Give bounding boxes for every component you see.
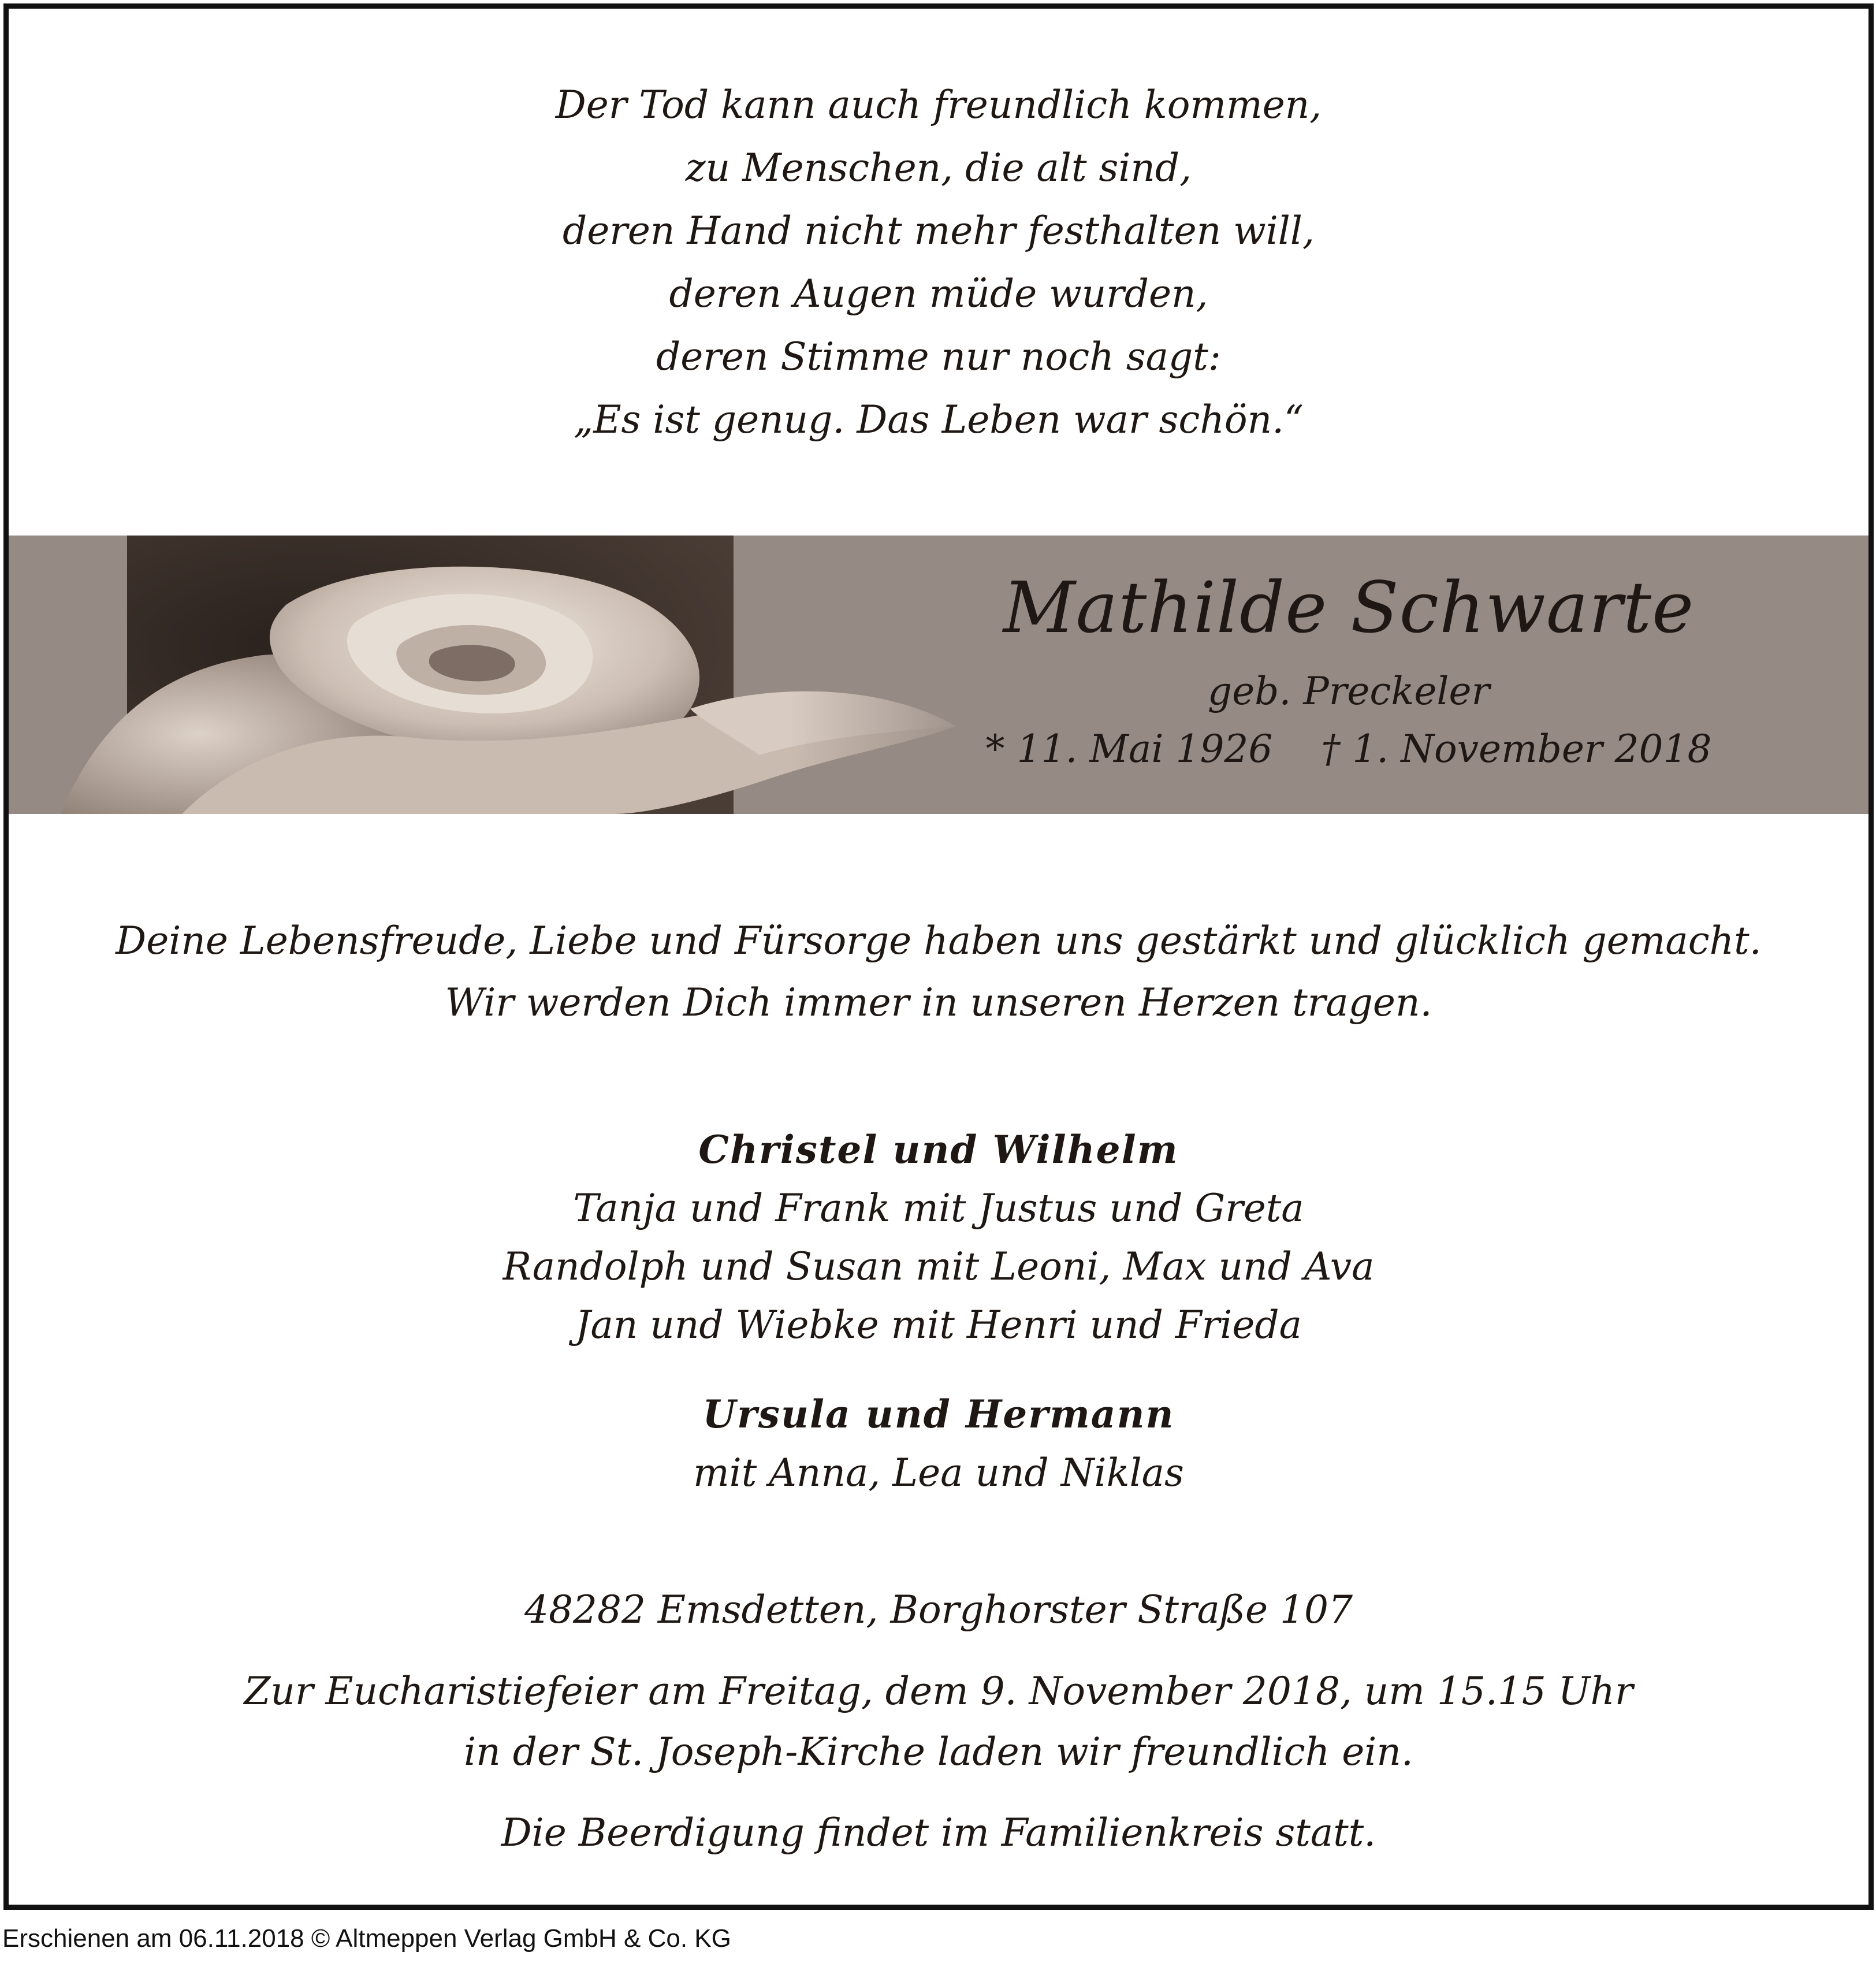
family-line: Jan und Wiebke mit Henri und Frieda [575, 1303, 1302, 1347]
family-heading: Christel und Wilhelm [698, 1127, 1179, 1172]
obituary-frame [3, 3, 1874, 1910]
family-group [9, 1385, 1868, 1502]
name-banner [9, 536, 1868, 814]
poem-line: deren Hand nicht mehr festhalten will, [562, 209, 1315, 253]
rose-image [9, 536, 985, 814]
publication-footer: Erschienen am 06.11.2018 © Altmeppen Verlag GmbH & Co. KG [2, 1924, 731, 1953]
poem-line: deren Stimme nur noch sagt: [656, 334, 1221, 379]
tribute-line: Wir werden Dich immer in unseren Herzen tragen. [445, 980, 1432, 1025]
deceased-name: Mathilde Schwarte [1003, 567, 1695, 649]
service-info [9, 1661, 1868, 1782]
poem [9, 73, 1868, 451]
tribute-line: Deine Lebensfreude, Liebe und Fürsorge haben uns gestärkt und glücklich gemacht. [116, 919, 1762, 963]
family-heading: Ursula und Hermann [702, 1392, 1175, 1437]
poem-line: Der Tod kann auch freundlich kommen, [555, 83, 1322, 127]
poem-line: zu Menschen, die alt sind, [685, 146, 1192, 190]
maiden-name: geb. Preckeler [1207, 669, 1490, 713]
poem-line: „Es ist genug. Das Leben war schön.“ [574, 397, 1304, 442]
poem-line: deren Augen müde wurden, [669, 272, 1208, 316]
service-line: Zur Eucharistiefeier am Freitag, dem 9. November 2018, um 15.15 Uhr [244, 1669, 1633, 1713]
tribute [9, 910, 1868, 1033]
family-group [9, 1121, 1868, 1354]
family-line: mit Anna, Lea und Niklas [693, 1451, 1184, 1495]
family-line: Randolph und Susan mit Leoni, Max und Ava [502, 1244, 1375, 1289]
life-dates: * 11. Mai 1926 † 1. November 2018 [985, 727, 1712, 771]
burial-info: Die Beerdigung findet im Familienkreis statt. [501, 1810, 1376, 1855]
family-line: Tanja und Frank mit Justus und Greta [573, 1186, 1304, 1230]
address: 48282 Emsdetten, Borghorster Straße 107 [524, 1587, 1353, 1632]
service-line: in der St. Joseph-Kirche laden wir freundlich ein. [464, 1730, 1413, 1774]
